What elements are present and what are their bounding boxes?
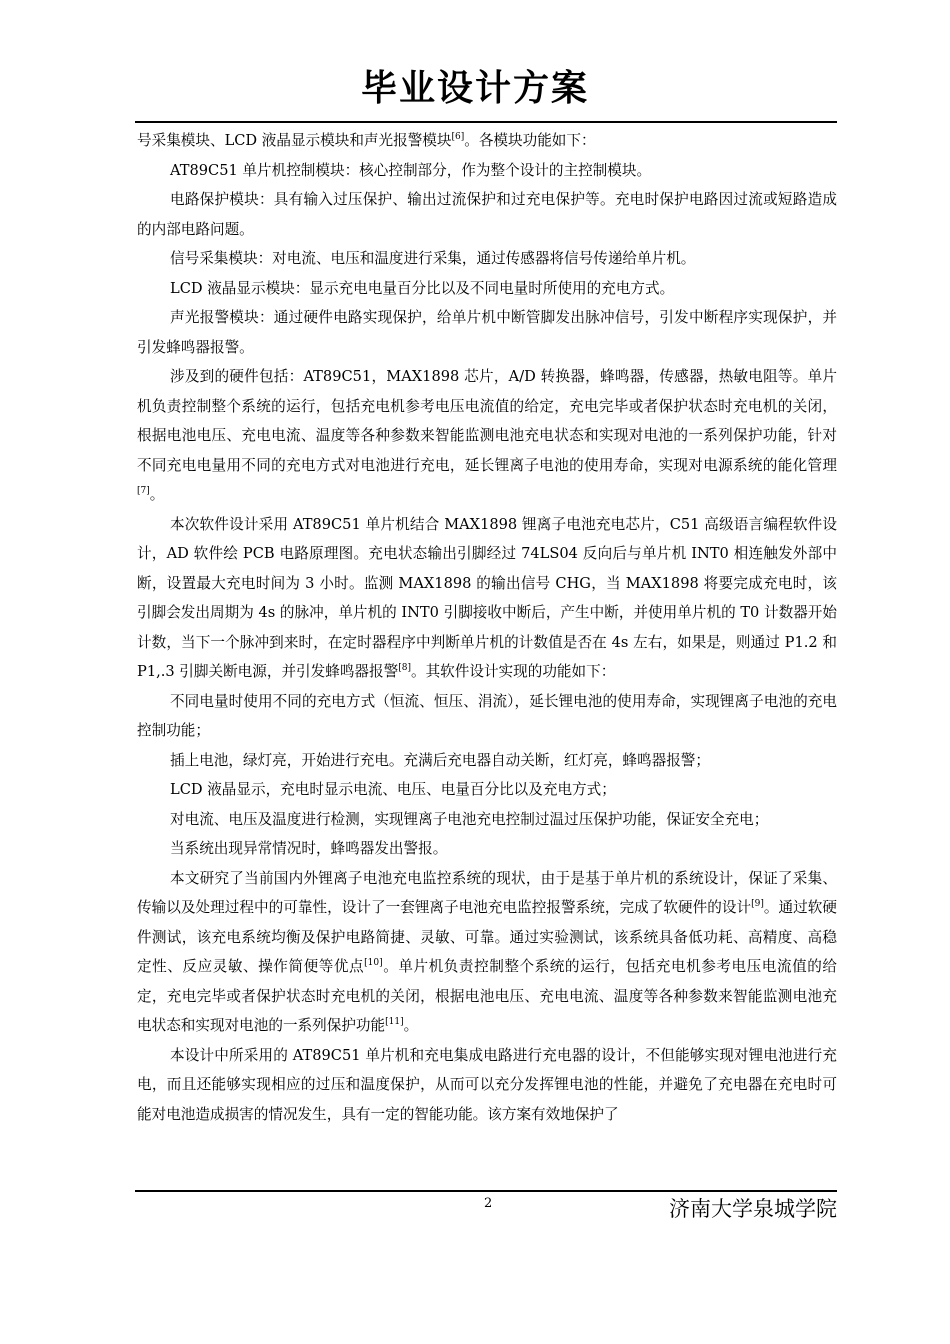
paragraph-feature-detection: 对电流、电压及温度进行检测，实现锂离子电池充电控制过温过压保护功能，保证安全充电； xyxy=(170,810,769,828)
paragraph-feature-charge-mode: 不同电量时使用不同的充电方式（恒流、恒压、涓流），延长锂电池的使用寿命，实现锂离子电池的充电控制功能； xyxy=(137,692,837,739)
paragraph-hardware: 涉及到的硬件包括：AT89C51，MAX1898 芯片，A/D 转换器，蜂鸣器，传感器，热敏电阻等。单片机负责控制整个系统的运行，包括充电机参考电压电流值的给定，充电完毕或者保护状态时充电机的关闭，根据电池电压、充电电流、温度等各种参数来智能监测电池充电状态和实现对电池的一系列保护功能，针对不同充电电量用不同的充电方式对电池进行充电，延长锂离子电池的使用寿命，实现对电源系统的能化管理[7]。 xyxy=(137,368,837,503)
paragraph-protection-module: 电路保护模块：具有输入过压保护、输出过流保护和过充电保护等。充电时保护电路因过流或短路造成的内部电路问题。 xyxy=(137,191,837,238)
paragraph-software: 本次软件设计采用 AT89C51 单片机结合 MAX1898 锂离子电池充电芯片，C51 高级语言编程软件设计，AD 软件绘 PCB 电路原理图。充电状态输出引脚经过 74LS04 反向后与单片机 INT0 相连触发外部中断，设置最大充电时间为 3 小时。监测 MAX1898 的输出信号 CHG，当 MAX1898 将要完成充电时，该引脚会发出周期为 4s 的脉冲，单片机的 INT0 引脚接收中断后，产生中断，并使用单片机的 T0 计数器开始计数，当下一个脉冲到来时，在定时器程序中判断单片机的计数值是否在 4s 左右，如果是，则通过 P1.2 和 P1,.3 引脚关断电源，并引发蜂鸣器报警[8]。其软件设计实现的功能如下： xyxy=(137,515,837,680)
paragraph-mcu-module: AT89C51 单片机控制模块：核心控制部分，作为整个设计的主控制模块。 xyxy=(170,161,652,179)
citation: [8] xyxy=(398,663,411,673)
footer-rule xyxy=(135,1190,837,1192)
paragraph-alarm-module: 声光报警模块：通过硬件电路实现保护，给单片机中断管脚发出脉冲信号，引发中断程序实现保护，并引发蜂鸣器报警。 xyxy=(137,309,837,356)
citation: [6] xyxy=(451,132,465,142)
paragraph-research: 本文研究了当前国内外锂离子电池充电监控系统的现状，由于是基于单片机的系统设计，保证了采集、传输以及处理过程中的可靠性，设计了一套锂离子电池充电监控报警系统，完成了软硬件的设计[9]。通过软硬件测试，该充电系统均衡及保护电路简捷、灵敏、可靠。通过实验测试，该系统具备低功耗、高精度、高稳定性、反应灵敏、操作简便等优点[10]。单片机负责控制整个系统的运行，包括充电机参考电压电流值的给定，充电完毕或者保护状态时充电机的关闭，根据电池电压、充电电流、温度等各种参数来智能监测电池充电状态和实现对电池的一系列保护功能[11]。 xyxy=(137,869,837,1034)
citation: [9] xyxy=(751,899,764,909)
paragraph-signal-module: 信号采集模块：对电流、电压和温度进行采集，通过传感器将信号传递给单片机。 xyxy=(170,250,696,267)
paragraph-feature-lcd: LCD 液晶显示，充电时显示电流、电压、电量百分比以及充电方式； xyxy=(170,781,616,798)
citation: [10] xyxy=(364,958,383,968)
page-header-title: 毕业设计方案 xyxy=(360,68,589,109)
paragraph-modules-intro: 号采集模块、LCD 液晶显示模块和声光报警模块[6]。各模块功能如下： xyxy=(137,132,596,149)
paragraph-feature-alarm: 当系统出现异常情况时，蜂鸣器发出警报。 xyxy=(170,840,448,857)
page-number: 2 xyxy=(484,1196,493,1211)
citation: [7] xyxy=(137,486,150,496)
paragraph-lcd-module: LCD 液晶显示模块：显示充电电量百分比以及不同电量时所使用的充电方式。 xyxy=(170,279,675,297)
school-name: 济南大学泉城学院 xyxy=(669,1197,837,1221)
paragraph-design-summary: 本设计中所采用的 AT89C51 单片机和充电集成电路进行充电器的设计，不但能够实现对锂电池进行充电，而且还能够实现相应的过压和温度保护，从而可以充分发挥锂电池的性能，并避免了充电器在充电时可能对电池造成损害的情况发生，具有一定的智能功能。该方案有效地保护了 xyxy=(137,1046,837,1123)
paragraph-feature-led: 插上电池，绿灯亮，开始进行充电。充满后充电器自动关断，红灯亮，蜂鸣器报警； xyxy=(170,751,710,769)
header-rule xyxy=(135,121,837,123)
citation: [11] xyxy=(385,1017,404,1027)
document-body xyxy=(137,126,837,1129)
